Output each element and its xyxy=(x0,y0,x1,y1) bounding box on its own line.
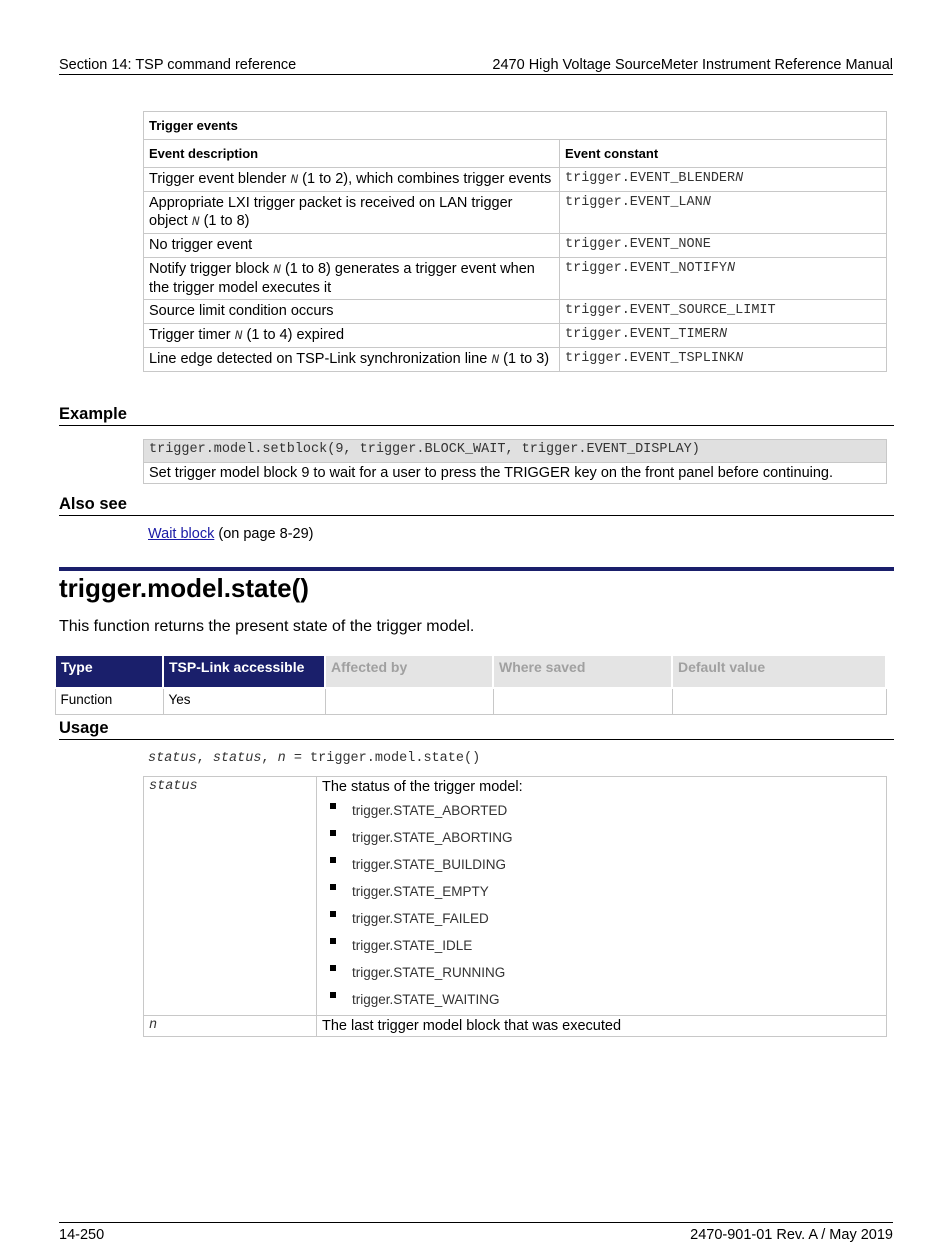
param-name: n xyxy=(144,1016,317,1037)
document-revision: 2470-901-01 Rev. A / May 2019 xyxy=(690,1227,893,1243)
usage-separator: , xyxy=(196,751,213,766)
bullet-icon xyxy=(330,884,336,890)
bullet-icon xyxy=(330,803,336,809)
state-constant: trigger.STATE_ABORTED xyxy=(352,803,508,818)
column-header-description: Event description xyxy=(144,140,560,168)
event-description: Source limit condition occurs xyxy=(144,300,560,324)
column-header-constant: Event constant xyxy=(560,140,887,168)
bullet-icon xyxy=(330,992,336,998)
bullet-icon xyxy=(330,830,336,836)
header-section: Section 14: TSP command reference xyxy=(59,57,297,73)
section-divider xyxy=(59,567,894,571)
state-list xyxy=(322,797,881,1013)
page-number: 14-250 xyxy=(59,1227,105,1243)
state-constant: trigger.STATE_BUILDING xyxy=(352,857,507,872)
bullet-icon xyxy=(330,965,336,971)
usage-parameters-table xyxy=(143,776,887,1037)
example-heading: Example xyxy=(59,405,894,426)
table-row xyxy=(144,168,887,192)
example-box xyxy=(143,439,887,484)
usage-syntax xyxy=(148,751,480,766)
attr-header-default-value: Default value xyxy=(672,655,886,688)
list-item xyxy=(322,905,881,932)
param-description: The last trigger model block that was executed xyxy=(317,1016,887,1037)
event-description: Notify trigger block N (1 to 8) generates a trigger event when the trigger model executes it xyxy=(144,258,560,300)
table-row xyxy=(144,324,887,348)
function-title: trigger.model.state() xyxy=(59,573,309,603)
event-description: Appropriate LXI trigger packet is received on LAN trigger object N (1 to 8) xyxy=(144,192,560,234)
table-row xyxy=(144,192,887,234)
attr-header-where-saved: Where saved xyxy=(493,655,672,688)
attr-value-type: Function xyxy=(55,688,163,715)
list-item xyxy=(322,959,881,986)
bullet-icon xyxy=(330,938,336,944)
list-item xyxy=(322,851,881,878)
event-constant: trigger.EVENT_BLENDERN xyxy=(560,168,887,192)
page-footer xyxy=(59,1222,893,1243)
table-row xyxy=(144,300,887,324)
event-constant: trigger.EVENT_SOURCE_LIMIT xyxy=(560,300,887,324)
attr-header-type: Type xyxy=(55,655,163,688)
attr-header-affected-by: Affected by xyxy=(325,655,493,688)
example-code: trigger.model.setblock(9, trigger.BLOCK_WAIT, trigger.EVENT_DISPLAY) xyxy=(144,440,887,463)
header-manual-title: 2470 High Voltage SourceMeter Instrument Reference Manual xyxy=(492,57,893,73)
event-description: Trigger timer N (1 to 4) expired xyxy=(144,324,560,348)
event-constant: trigger.EVENT_TIMERN xyxy=(560,324,887,348)
attributes-table xyxy=(54,654,887,715)
table-row xyxy=(144,234,887,258)
table-caption: Trigger events xyxy=(144,112,887,140)
usage-heading: Usage xyxy=(59,719,894,740)
also-see-page-ref: (on page 8-29) xyxy=(214,526,314,542)
table-row xyxy=(144,348,887,372)
event-description: Trigger event blender N (1 to 2), which combines trigger events xyxy=(144,168,560,192)
usage-separator: , xyxy=(261,751,278,766)
also-see-entry xyxy=(148,526,314,542)
bullet-icon xyxy=(330,857,336,863)
event-description: Line edge detected on TSP-Link synchronization line N (1 to 3) xyxy=(144,348,560,372)
usage-param-status: status xyxy=(148,751,197,766)
trigger-events-table xyxy=(143,111,887,372)
function-description: This function returns the present state of the trigger model. xyxy=(59,618,475,635)
state-constant: trigger.STATE_ABORTING xyxy=(352,830,513,845)
wait-block-link[interactable]: Wait block xyxy=(148,526,215,542)
list-item xyxy=(322,797,881,824)
state-constant: trigger.STATE_EMPTY xyxy=(352,884,489,899)
attr-value-tsp-link: Yes xyxy=(163,688,325,715)
event-description: No trigger event xyxy=(144,234,560,258)
list-item xyxy=(322,986,881,1013)
param-description: The status of the trigger model: xyxy=(322,779,523,795)
also-see-heading: Also see xyxy=(59,495,894,516)
param-name: status xyxy=(144,777,317,1016)
attr-value-default-value xyxy=(672,688,886,715)
attr-value-where-saved xyxy=(493,688,672,715)
param-description-cell xyxy=(317,777,887,1016)
list-item xyxy=(322,878,881,905)
event-constant: trigger.EVENT_NOTIFYN xyxy=(560,258,887,300)
attr-header-tsp-link: TSP-Link accessible xyxy=(163,655,325,688)
event-constant: trigger.EVENT_LANN xyxy=(560,192,887,234)
state-constant: trigger.STATE_WAITING xyxy=(352,992,500,1007)
state-constant: trigger.STATE_RUNNING xyxy=(352,965,506,980)
state-constant: trigger.STATE_FAILED xyxy=(352,911,489,926)
usage-call: = trigger.model.state() xyxy=(285,751,481,766)
state-constant: trigger.STATE_IDLE xyxy=(352,938,473,953)
event-constant: trigger.EVENT_TSPLINKN xyxy=(560,348,887,372)
usage-param-n: n xyxy=(277,751,286,766)
usage-param-status-2: status xyxy=(212,751,262,766)
event-constant: trigger.EVENT_NONE xyxy=(560,234,887,258)
example-text: Set trigger model block 9 to wait for a user to press the TRIGGER key on the front panel before continuing. xyxy=(144,463,887,484)
attr-value-affected-by xyxy=(325,688,493,715)
page-header xyxy=(59,57,893,75)
list-item xyxy=(322,824,881,851)
table-row xyxy=(144,258,887,300)
list-item xyxy=(322,932,881,959)
bullet-icon xyxy=(330,911,336,917)
